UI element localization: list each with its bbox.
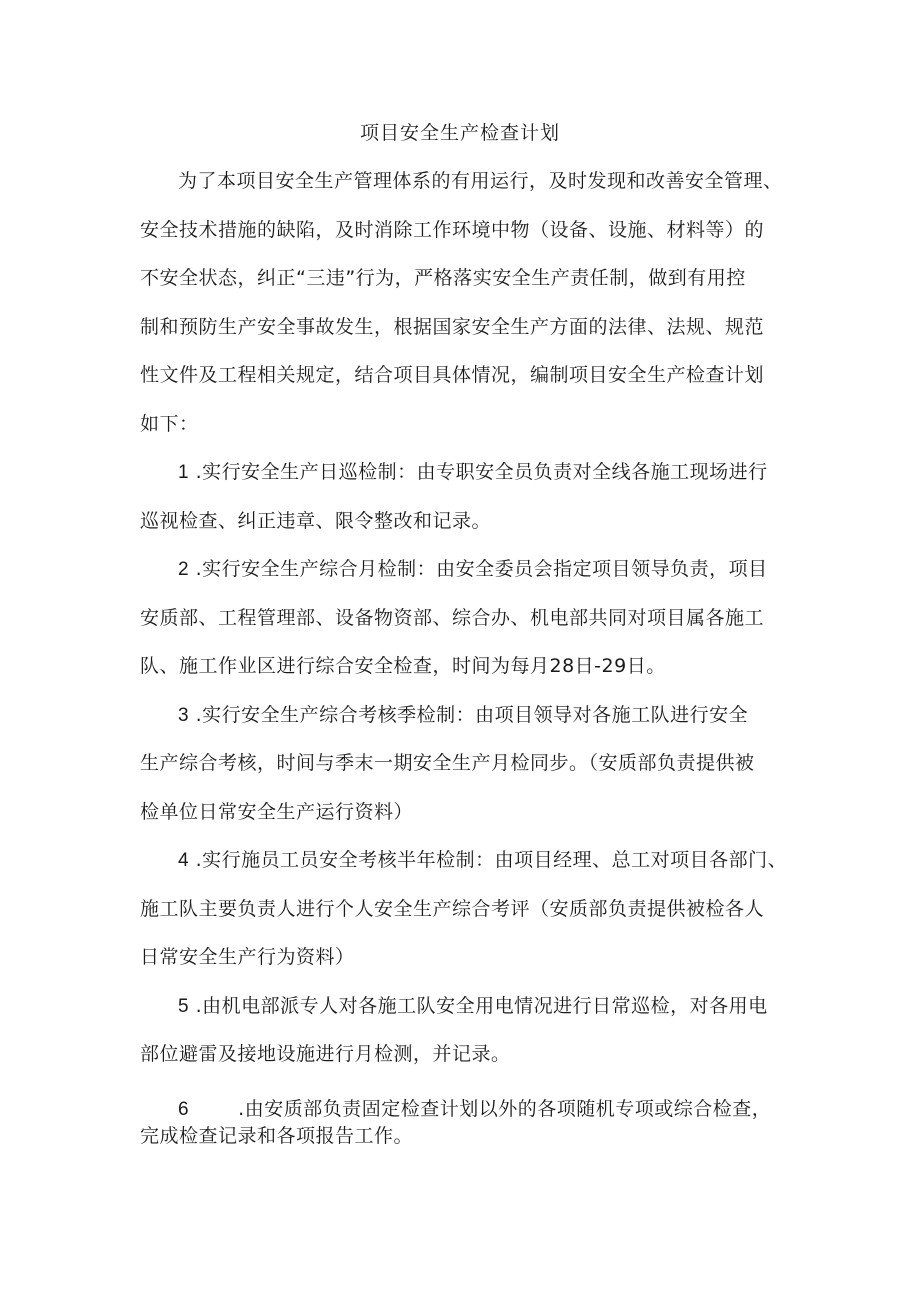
list-item-6-first-line: [178, 1095, 771, 1124]
item-text: .由安质部负责固定检查计划以外的各项随机专项或综合检查，: [238, 1098, 772, 1120]
list-item-line: 安质部、工程管理部、设备物资部、综合办、机电部共同对项目属各施工: [140, 607, 765, 629]
intro-line: 为了本项目安全生产管理体系的有用运行，及时发现和改善安全管理、: [178, 170, 783, 192]
list-item-line: 生产综合考核，时间与季末一期安全生产月检同步。（安质部负责提供被: [140, 752, 755, 774]
list-item-2-first-line: [178, 555, 768, 584]
list-item-line: 施工队主要负责人进行个人安全生产综合考评（安质部负责提供被检各人: [140, 898, 765, 920]
intro-line: 制和预防生产安全事故发生，根据国家安全生产方面的法律、法规、规范: [140, 316, 765, 338]
list-item-4-first-line: [178, 846, 787, 875]
item-number: 3: [178, 705, 190, 726]
item-number: 5: [178, 996, 190, 1017]
item-text: .实行安全生产综合月检制：由安全委员会指定项目领导负责，项目: [195, 558, 768, 580]
list-item-5-first-line: [178, 992, 768, 1021]
list-item-line: 日常安全生产行为资料）: [140, 946, 355, 968]
list-item-line: 部位避雷及接地设施进行月检测，并记录。: [140, 1043, 511, 1065]
item-number: 4: [178, 850, 190, 871]
item-number: 1: [178, 462, 190, 483]
intro-line: 如下：: [140, 413, 199, 435]
list-item-1-first-line: [178, 458, 768, 487]
item-text: .实行施员工员安全考核半年检制：由项目经理、总工对项目各部门、: [195, 849, 788, 871]
document-title: 项目安全生产检查计划: [359, 122, 560, 144]
list-item-line: 巡视检查、纠正违章、限令整改和记录。: [140, 510, 492, 532]
list-item-3-first-line: [178, 701, 748, 730]
intro-line: 安全技术措施的缺陷，及时消除工作环境中物（设备、设施、材料等）的: [140, 219, 765, 241]
item-number: 6: [178, 1099, 190, 1120]
item-text: .实行安全生产日巡检制：由专职安全员负责对全线各施工现场进行: [195, 461, 768, 483]
item-text: .由机电部派专人对各施工队安全用电情况进行日常巡检，对各用电: [195, 995, 768, 1017]
item-text: .实行安全生产综合考核季检制：由项目领导对各施工队进行安全: [195, 704, 749, 726]
intro-line: 不安全状态，纠正“三违”行为，严格落实安全生产责任制，做到有用控: [140, 267, 746, 289]
list-item-line: 完成检查记录和各项报告工作。: [140, 1125, 414, 1147]
list-item-line: 队、施工作业区进行综合安全检查，时间为每月28日-29日。: [140, 655, 666, 677]
intro-line: 性文件及工程相关规定，结合项目具体情况，编制项目安全生产检查计划: [140, 364, 765, 386]
list-item-line: 检单位日常安全生产运行资料）: [140, 801, 414, 823]
item-number: 2: [178, 559, 190, 580]
